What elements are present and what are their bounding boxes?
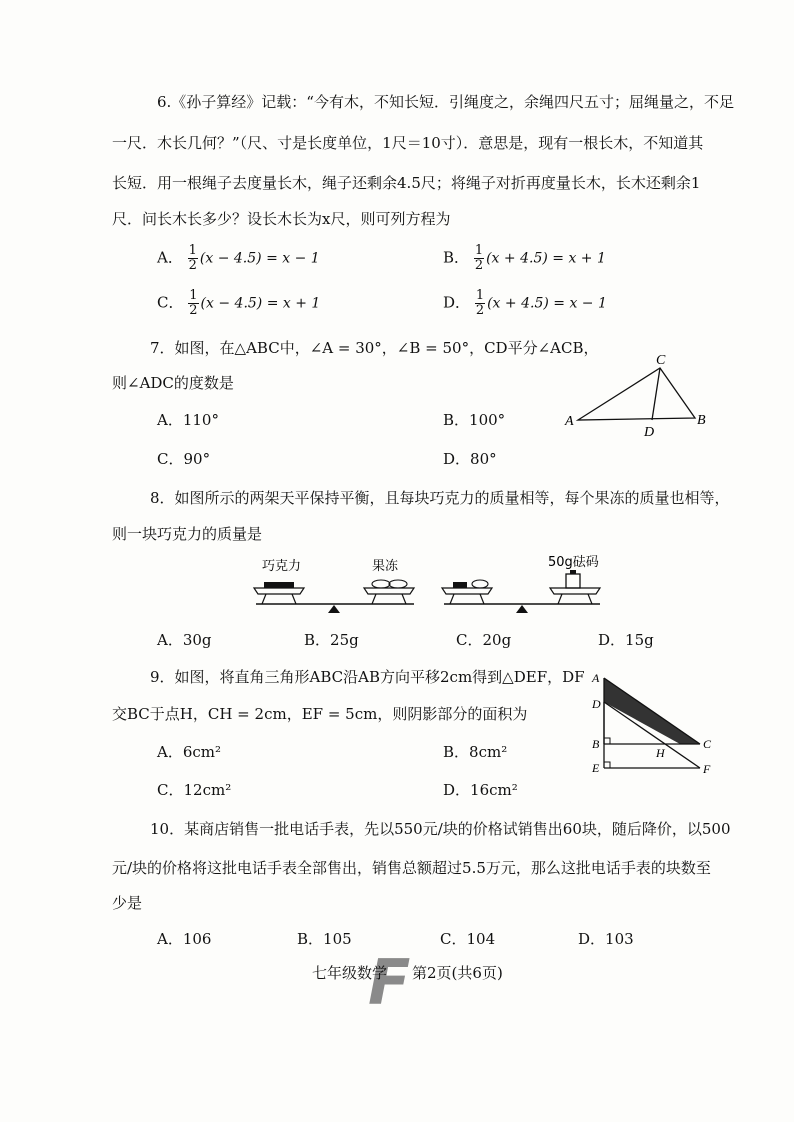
q7-option-a[interactable]: A．110°: [157, 411, 219, 429]
q6-line3: 长短．用一根绳子去度量长木，绳子还剩余4.5尺；将绳子对折再度量长木，长木还剩余1: [112, 174, 701, 192]
weight-knob: [570, 570, 576, 574]
q6-line2: 一尺．木长几何？”（尺、寸是长度单位，1尺＝10寸）．意思是，现有一根长木，不知道其: [112, 134, 704, 152]
label-c: C: [703, 737, 712, 751]
chocolate-bar: [264, 582, 294, 588]
right-pan-left-stem: [450, 594, 454, 604]
right-fulcrum: [516, 605, 528, 613]
q9-option-d[interactable]: D．16cm²: [443, 781, 518, 799]
footer-subject: 七年级数学: [312, 964, 388, 982]
right-pan-right-stem: [558, 594, 562, 604]
q8-option-d[interactable]: D．15g: [598, 631, 654, 649]
q9-option-b[interactable]: B．8cm²: [443, 743, 508, 761]
label-jelly: 果冻: [372, 559, 399, 574]
q8-line2: 则一块巧克力的质量是: [112, 525, 263, 543]
q10-line3: 少是: [112, 894, 143, 912]
q8-option-a[interactable]: A．30g: [157, 631, 212, 649]
q9-translation-figure: [590, 668, 720, 788]
q8-line1: 8．如图所示的两架天平保持平衡，且每块巧克力的质量相等，每个果冻的质量也相等，: [150, 489, 730, 507]
q8-option-b[interactable]: B．25g: [304, 631, 359, 649]
label-c: C: [656, 353, 666, 368]
q6-line4: 尺．问长木长多少？设长木长为x尺，则可列方程为: [112, 210, 451, 228]
q6-option-d[interactable]: D． $\frac{1}{2}$ (x + 4.5) = x − 1: [443, 288, 607, 318]
q7-option-d[interactable]: D．80°: [443, 450, 497, 468]
label-d: D: [592, 697, 601, 711]
right-pan-right: [550, 588, 600, 594]
q7-line1: 7．如图，在△ABC中，∠A = 30°，∠B = 50°，CD平分∠ACB，: [150, 339, 599, 357]
q10-line1: 10．某商店销售一批电话手表，先以550元/块的价格试销售出60块，随后降价，以500: [150, 820, 731, 838]
right-pan-left-stem2: [480, 594, 484, 604]
triangle-abc: [578, 368, 695, 420]
q9-line2: 交BC于点H，CH = 2cm，EF = 5cm，则阴影部分的面积为: [112, 705, 528, 723]
right-pan-right-stem2: [588, 594, 592, 604]
label-b: B: [592, 737, 600, 751]
segment-cd: [652, 368, 660, 420]
left-pan-right: [364, 588, 414, 594]
q10-option-a[interactable]: A．106: [157, 930, 212, 948]
left-fulcrum: [328, 605, 340, 613]
q7-option-c[interactable]: C．90°: [157, 450, 211, 468]
fraction: $\frac{1}{2}$: [474, 243, 484, 273]
label-weight: 50g砝码: [548, 555, 599, 570]
fraction: $\frac{1}{2}$: [188, 243, 197, 273]
q6-line1: 6.《孙子算经》记载：“今有木，不知长短．引绳度之，余绳四尺五寸；屈绳量之，不足: [157, 93, 734, 111]
label-d: D: [644, 425, 655, 440]
label-a: A: [565, 414, 574, 429]
label-a: A: [592, 671, 600, 685]
weight-block: [566, 574, 580, 588]
q9-option-c[interactable]: C．12cm²: [157, 781, 232, 799]
q9-line1: 9．如图，将直角三角形ABC沿AB方向平移2cm得到△DEF，DF: [150, 668, 585, 686]
label-b: B: [697, 413, 706, 428]
footer-page-number: 第2页(共6页): [412, 964, 503, 982]
q10-option-d[interactable]: D．103: [578, 930, 634, 948]
jelly-1: [372, 580, 390, 588]
left-pan-left-stem2: [292, 594, 296, 604]
q8-option-c[interactable]: C．20g: [456, 631, 512, 649]
q9-option-a[interactable]: A．6cm²: [157, 743, 222, 761]
q10-line2: 元/块的价格将这批电话手表全部售出，销售总额超过5.5万元，那么这批电话手表的块数至: [112, 859, 711, 877]
side-ac: [604, 678, 700, 744]
label-h: H: [656, 746, 665, 760]
watermark-letter: F: [368, 946, 411, 1019]
label-chocolate: 巧克力: [262, 559, 302, 574]
right-angle-e: [604, 762, 610, 768]
left-pan-right-stem: [372, 594, 376, 604]
q7-triangle-figure: [560, 353, 720, 440]
q7-line2: 则∠ADC的度数是: [112, 374, 234, 392]
q6-option-c[interactable]: C． $\frac{1}{2}$ (x − 4.5) = x + 1: [157, 288, 321, 318]
q8-balance-figure: [248, 550, 618, 622]
q6-option-b[interactable]: B． $\frac{1}{2}$ (x + 4.5) = x + 1: [443, 243, 606, 273]
jelly-3: [472, 580, 488, 588]
q7-option-b[interactable]: B．100°: [443, 411, 506, 429]
q6-option-a[interactable]: A． $\frac{1}{2}$ (x − 4.5) = x − 1: [157, 243, 320, 273]
left-pan-right-stem2: [402, 594, 406, 604]
chocolate-small: [453, 582, 467, 588]
left-pan-left: [254, 588, 304, 594]
label-e: E: [592, 761, 600, 775]
fraction: $\frac{1}{2}$: [475, 288, 485, 318]
right-angle-b: [604, 738, 610, 744]
q10-option-b[interactable]: B．105: [297, 930, 352, 948]
right-pan-left: [442, 588, 492, 594]
fraction: $\frac{1}{2}$: [189, 288, 198, 318]
label-f: F: [703, 762, 711, 776]
left-pan-left-stem: [262, 594, 266, 604]
q10-option-c[interactable]: C．104: [440, 930, 496, 948]
jelly-2: [389, 580, 407, 588]
